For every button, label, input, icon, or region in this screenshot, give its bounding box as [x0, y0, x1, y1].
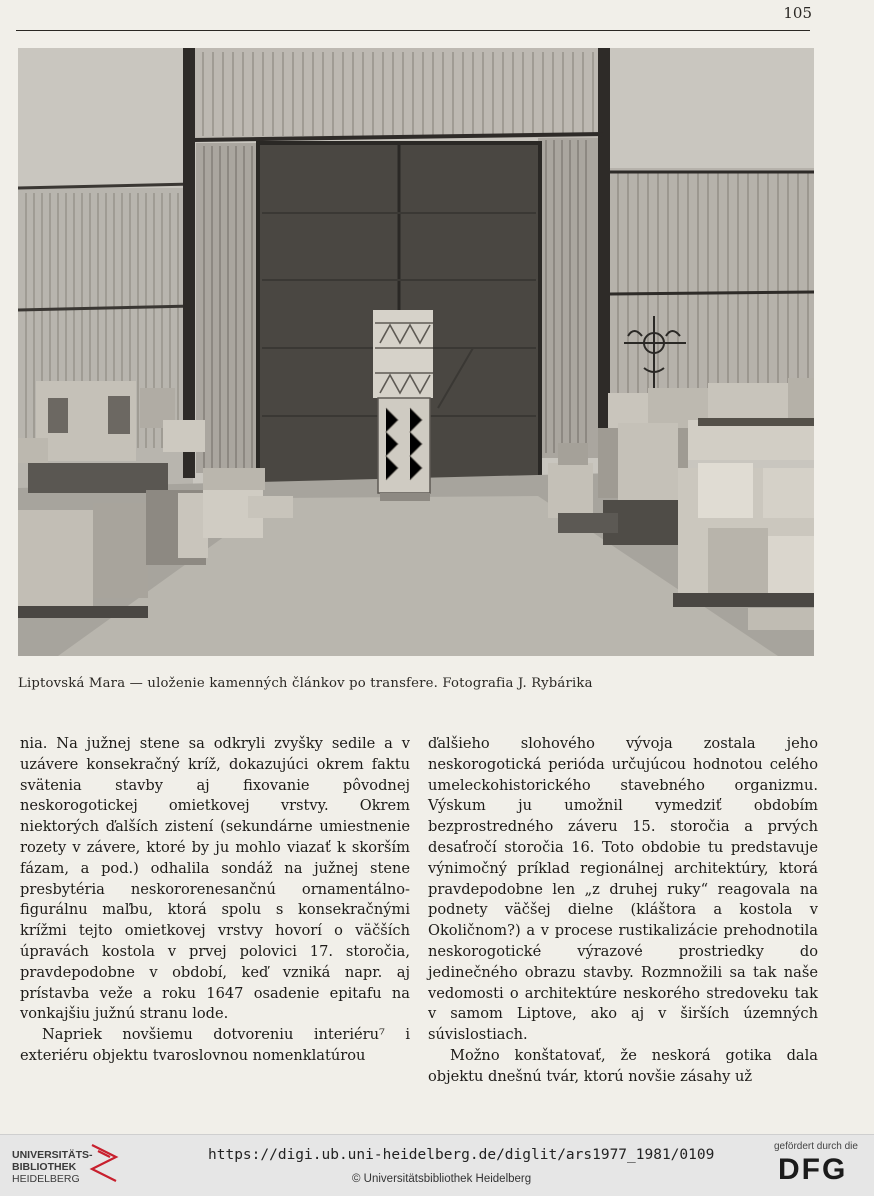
copyright-notice: © Universitätsbibliothek Heidelberg: [352, 1173, 532, 1185]
university-library-logo[interactable]: [12, 1149, 93, 1185]
institution-line: BIBLIOTHEK: [12, 1161, 77, 1173]
funding-label: gefördert durch die: [774, 1141, 858, 1152]
paragraph: Možno konštatovať, že neskorá gotika dala objektu dnešnú tvár, ktorú novšie zásahy už: [428, 1046, 818, 1085]
page-number: 105: [783, 4, 812, 22]
library-emblem-icon: [88, 1141, 120, 1187]
figure-caption: Liptovská Mara — uloženie kamenných článkov po transfere. Fotografia J. Rybárika: [18, 676, 593, 691]
text-column-right: [428, 734, 818, 1088]
photo-illustration: [18, 48, 814, 656]
paragraph: Napriek novšiemu dotvoreniu interiéru⁷ i exteriéru objektu tvaroslovnou nomenklatúrou: [20, 1026, 410, 1064]
paragraph: ďalšieho slohového vývoja zostala jeho neskorogotická perióda určujúcou hodnotou celého umeleckohistorického stavebného organizmu. Výskum ju umožnil vymedziť obdobím bezprostredného záveru 15. storočia a prvých desaťročí storočia 16. Toto obdobie tu predstavuje výnimočný príklad regionálnej architektúry, ktorá pravdepodobne len „z druhej ruky“ reagovala na podnety väčšej dielne (kláštora a kostola v Okoličnom?) a v procese rustikalizácie prehodnotila neskorogotické výrazové prostriedky do jedinečného obrazu stavby. Rozmnožili sa tak naše vedomosti o architektúre neskorého stredoveku tak v samom Liptove, ako aj v širších územných súvislostiach.: [428, 735, 818, 1044]
text-column-left: [20, 734, 410, 1067]
warehouse-photograph: [18, 48, 814, 656]
footer-bar: [0, 1134, 874, 1196]
dfg-logo[interactable]: DFG: [778, 1153, 848, 1186]
header-rule: [16, 30, 810, 31]
paragraph: nia. Na južnej stene sa odkryli zvyšky sedile a v uzávere konsekračný kríž, dokazujúci okrem faktu svätenia stavby aj fixovanie pôvodnej neskorogotickej omietkovej vrstvy. Okrem niektorých ďalších zistení (sekundárne umiestnenie rozety v závere, ktoré by ju mohlo viazať k skorším fázam, a pod.) odhalila sondáž na južnej stene presbytéria neskororenesančnú ornamentálno-figurálnu maľbu, ktorá spolu s konsekračnými krížmi tejto omietkovej vrstvy hovorí o väčších úpravách kostola v prvej polovici 17. storočia, pravdepodobne v období, keď vzniká napr. aj prístavba veže a roku 1647 osadenie epitafu na vonkajšiu južnú stranu lode.: [20, 735, 410, 1023]
institution-line: UNIVERSITÄTS-: [12, 1149, 93, 1161]
institution-line: HEIDELBERG: [12, 1173, 80, 1185]
permalink-url[interactable]: https://digi.ub.uni-heidelberg.de/diglit/ars1977_1981/0109: [208, 1147, 715, 1163]
